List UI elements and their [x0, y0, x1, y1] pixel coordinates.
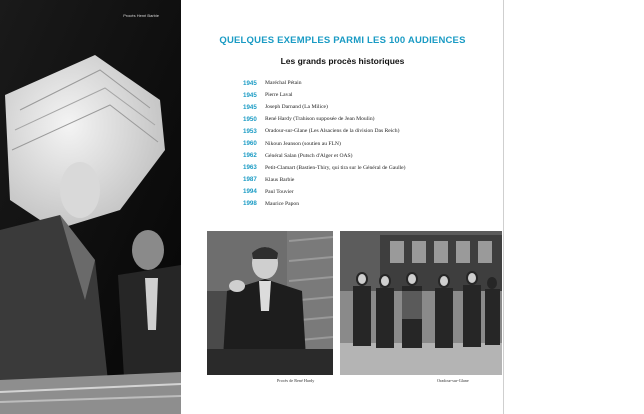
trial-name: Maurice Papon	[265, 200, 300, 207]
trial-name: Paul Touvier	[265, 188, 294, 195]
trial-name: Joseph Darnand (La Milice)	[265, 104, 328, 111]
trial-year: 1960	[243, 140, 257, 148]
trial-year: 1950	[243, 115, 257, 123]
section-subtitle: Les grands procès historiques	[280, 56, 405, 66]
trial-year: 1945	[243, 103, 257, 111]
list-item	[243, 162, 406, 174]
trial-year: 1994	[243, 188, 257, 196]
trial-name: Nikoun Jeanson (soutien au FLN)	[265, 140, 341, 147]
list-item	[243, 150, 406, 162]
page-edge-divider	[503, 0, 504, 414]
trial-name: Pierre Laval	[265, 92, 293, 99]
list-item	[243, 113, 406, 125]
trial-year: 1945	[243, 79, 257, 87]
oradour-photo-caption: Oradour-sur-Glane	[437, 378, 469, 383]
hardy-trial-photo	[207, 231, 333, 375]
trial-year: 1953	[243, 127, 257, 135]
trial-year: 1962	[243, 152, 257, 160]
trial-year: 1945	[243, 91, 257, 99]
left-photo-credit: Procès Henri Barbie	[123, 13, 159, 18]
trial-year: 1963	[243, 164, 257, 172]
trial-name: Petit-Clamart (Bastien-Thiry, qui tira sur le Général de Gaulle)	[265, 164, 406, 171]
man-with-papers-photo	[0, 0, 181, 414]
trial-name: Maréchal Pétain	[265, 80, 302, 87]
trial-year: 1998	[243, 200, 257, 208]
page-title: QUELQUES EXEMPLES PARMI LES 100 AUDIENCES	[219, 35, 466, 46]
trial-name: Oradour-sur-Glane (Les Alsaciens de la division Das Reich)	[265, 128, 400, 135]
list-item	[243, 77, 406, 89]
oradour-trial-photo	[340, 231, 502, 375]
trial-name: René Hardy (Trahison supposée de Jean Moulin)	[265, 116, 375, 123]
trials-list	[243, 77, 406, 210]
left-page-photo	[0, 0, 181, 414]
center-page	[181, 0, 504, 414]
list-item	[243, 137, 406, 149]
list-item	[243, 89, 406, 101]
list-item	[243, 125, 406, 137]
list-item	[243, 101, 406, 113]
list-item	[243, 198, 406, 210]
trial-name: Klaus Barbie	[265, 176, 295, 183]
hardy-photo-caption: Procès de René Hardy	[277, 378, 315, 383]
list-item	[243, 174, 406, 186]
trial-year: 1987	[243, 176, 257, 184]
trial-name: Général Salan (Putsch d'Alger et OAS)	[265, 152, 353, 159]
list-item	[243, 186, 406, 198]
